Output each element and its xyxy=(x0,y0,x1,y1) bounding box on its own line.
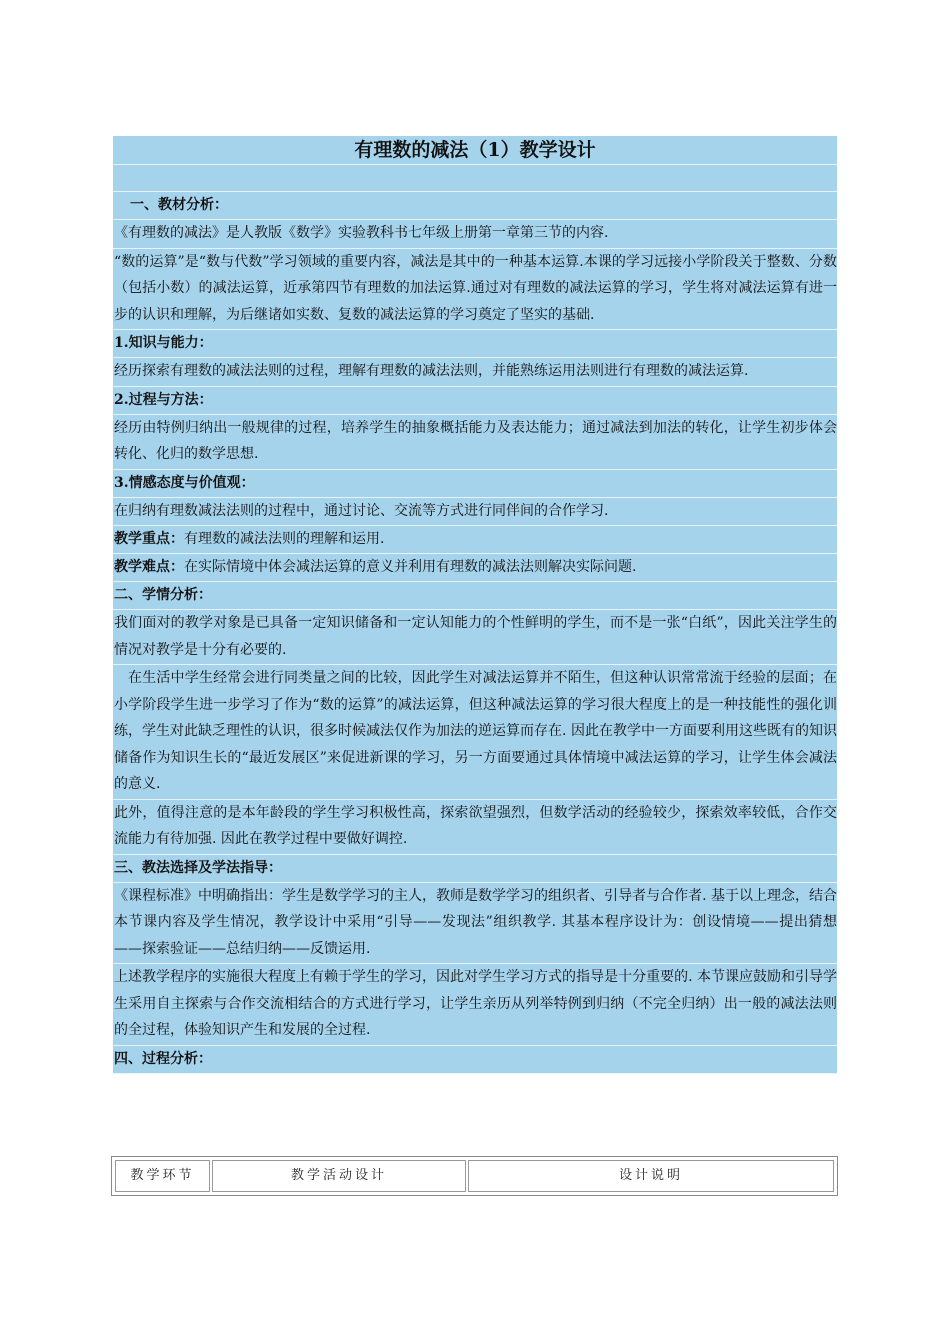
subheading-process: 2.过程与方法： xyxy=(113,387,837,415)
blank-row xyxy=(113,165,837,192)
difficult-point xyxy=(113,554,837,582)
paragraph: 在生活中学生经常会进行同类量之间的比较，因此学生对减法运算并不陌生，但这种认识常常流于经验的层面；在小学阶段学生进一步学习了作为“数的运算”的减法运算，但这种减法运算的学习很大程度上的是一种技能性的强化训练，学生对此缺乏理性的认识，很多时候减法仅作为加法的逆运算而存在. 因此在教学中一方面要利用这些既有的知识储备作为知识生长的“最近发展区”来促进新课的学习，另一方面要通过具体情境中减法运算的学习，让学生体会减法的意义. xyxy=(113,665,837,800)
paragraph: 经历由特例归纳出一般规律的过程，培养学生的抽象概括能力及表达能力；通过减法到加法的转化，让学生初步体会转化、化归的数学思想. xyxy=(113,415,837,470)
paragraph: 此外，值得注意的是本年龄段的学生学习积极性高，探索欲望强烈，但数学活动的经验较少，探索效率较低，合作交流能力有待加强. 因此在教学过程中要做好调控. xyxy=(113,800,837,855)
paragraph: 我们面对的教学对象是已具备一定知识储备和一定认知能力的个性鲜明的学生，而不是一张“白纸”，因此关注学生的情况对教学是十分有必要的. xyxy=(113,610,837,665)
page-title: 有理数的减法（1）教学设计 xyxy=(113,136,837,165)
paragraph: 《有理数的减法》是人教版《数学》实验教科书七年级上册第一章第三节的内容. xyxy=(113,220,837,249)
subheading-attitude: 3.情感态度与价值观： xyxy=(113,470,837,498)
table-header-stage: 教学环节 xyxy=(115,1160,210,1192)
difficult-point-text: 在实际情境中体会减法运算的意义并利用有理数的减法法则解决实际问题. xyxy=(184,559,637,575)
section-heading-3: 三、教法选择及学法指导： xyxy=(113,855,837,883)
section-heading-4: 四、过程分析： xyxy=(113,1046,837,1074)
subheading-knowledge: 1.知识与能力： xyxy=(113,330,837,358)
paragraph: 在归纳有理数减法法则的过程中，通过讨论、交流等方式进行同伴间的合作学习. xyxy=(113,498,837,527)
difficult-point-label: 教学难点： xyxy=(114,559,184,575)
section-heading-2: 二、学情分析： xyxy=(113,582,837,610)
paragraph: 《课程标准》中明确指出：学生是数学学习的主人，教师是数学学习的组织者、引导者与合作者. 基于以上理念，结合本节课内容及学生情况，教学设计中采用“引导——发现法”组织教学. 其基本程序设计为：创设情境——提出猜想——探索验证——总结归纳——反馈运用. xyxy=(113,883,837,965)
paragraph: 上述教学程序的实施很大程度上有赖于学生的学习，因此对学生学习方式的指导是十分重要的. 本节课应鼓励和引导学生采用自主探索与合作交流相结合的方式进行学习，让学生亲历从列举特例到归纳（不完全归纳）出一般的减法法则的全过程，体验知识产生和发展的全过程. xyxy=(113,964,837,1046)
table-header-activity: 教学活动设计 xyxy=(212,1160,466,1192)
key-point-text: 有理数的减法法则的理解和运用. xyxy=(184,531,385,547)
key-point xyxy=(113,526,837,554)
key-point-label: 教学重点： xyxy=(114,531,184,547)
document-body xyxy=(113,136,837,1074)
paragraph: “数的运算”是“数与代数”学习领域的重要内容，减法是其中的一种基本运算.本课的学习远接小学阶段关于整数、分数（包括小数）的减法运算，近承第四节有理数的加法运算.通过对有理数的减法运算的学习，学生将对减法运算有进一步的认识和理解，为后继诸如实数、复数的减法运算的学习奠定了坚实的基础. xyxy=(113,249,837,331)
section-heading-1: 一、教材分析： xyxy=(113,192,837,220)
table-header-notes: 设计说明 xyxy=(468,1160,834,1192)
paragraph: 经历探索有理数的减法法则的过程，理解有理数的减法法则，并能熟练运用法则进行有理数的减法运算. xyxy=(113,358,837,387)
process-table-header xyxy=(111,1156,838,1196)
